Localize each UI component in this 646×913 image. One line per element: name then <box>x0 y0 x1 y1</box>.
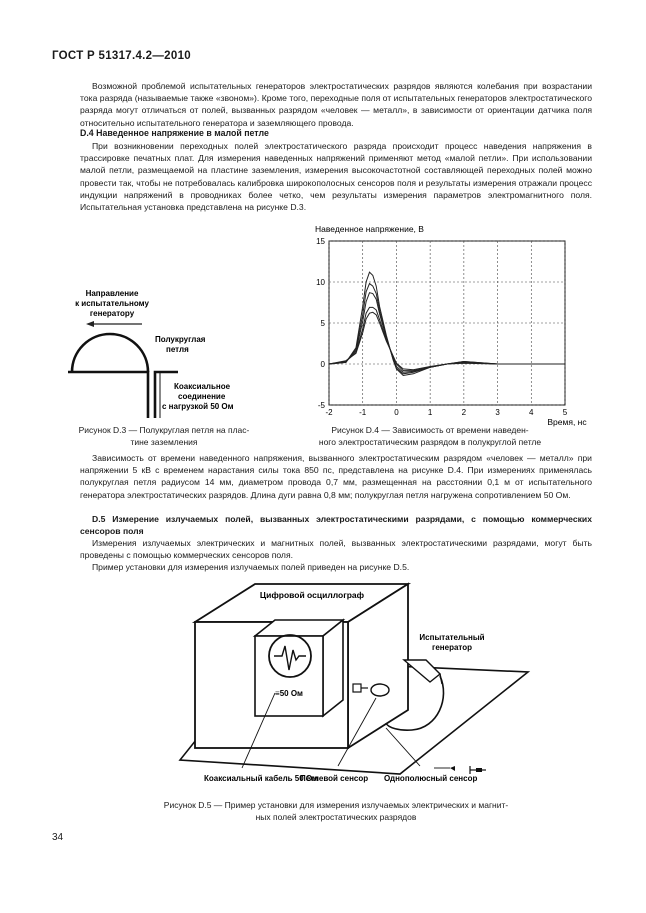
page-number: 34 <box>52 832 64 843</box>
fig4-caption-line-2: ного электростатическим разрядом в полукруглой петле <box>318 436 542 447</box>
figure-d5-caption <box>80 800 592 823</box>
fig3-generator-label-1: Направление <box>85 289 139 298</box>
chart-xlabel: Время, нс <box>547 417 587 427</box>
figure-d5 <box>150 578 540 798</box>
x-tick-label: 2 <box>461 408 467 417</box>
generator-label-1: Испытательный <box>419 633 485 642</box>
heading-d5 <box>80 513 592 537</box>
heading-text: D.5 Измерение излучаемых полей, вызванных электростатическими разрядами, с помощью коммерческих сенсоров поля <box>80 514 592 537</box>
figure-d3 <box>60 282 300 424</box>
y-tick-label: 15 <box>316 237 325 246</box>
fig5-caption-line-1: Рисунок D.5 — Пример установки для измерения излучаемых электрических и магнит- <box>163 800 509 810</box>
probe-connector-icon <box>353 684 361 692</box>
fig3-caption-line-2: тине заземления <box>130 436 198 447</box>
chart-series-line-curve-4 <box>329 307 565 370</box>
x-tick-label: -2 <box>325 408 333 417</box>
loop-sensor-label: Петлевой сенсор <box>300 774 369 783</box>
x-tick-label: -1 <box>359 408 367 417</box>
fig3-generator-label-3: генератору <box>89 309 135 318</box>
y-tick-label: 5 <box>320 319 325 328</box>
paragraph-induced-voltage <box>80 452 592 501</box>
paragraph-text: Измерения излучаемых электрических и магнитных полей, вызванных электростатическими разрядами, могут быть проведены с помощью коммерческих сенсоров поля. <box>80 538 592 561</box>
oscilloscope-label: Цифровой осциллограф <box>259 590 365 600</box>
document-header: ГОСТ Р 51317.4.2—2010 <box>52 50 191 62</box>
x-tick-label: 0 <box>394 408 399 417</box>
fig4-caption-line-1: Рисунок D.4 — Зависимость от времени наведен- <box>331 425 529 435</box>
paragraph-text: Пример установки для измерения излучаемых полей приведен на рисунке D.5. <box>92 562 410 572</box>
arrow-left-icon <box>86 321 142 327</box>
heading-d4: D.4 Наведенное напряжение в малой петле <box>80 128 269 138</box>
x-tick-label: 3 <box>495 408 500 417</box>
fig3-coax-label-3: с нагрузкой 50 Ом <box>162 402 234 411</box>
fig3-caption-line-1: Рисунок D.3 — Полукруглая петля на плас- <box>78 425 250 435</box>
load-50ohm-label: ≡50 Ом <box>275 689 303 698</box>
paragraph-text: Зависимость от времени наведенного напряжения, вызванного электростатическим разрядом «человек — металл» при напряжении 5 кВ с временем нарастания силы тока 850 пс, представлена на рисунке D.4. При измерениях применялась полукруглая петля радиусом 14 мм, диаметром провода 0,7 мм, размещенная на расстоянии 0,1 м от испытательного генератора электростатических разрядов. Длина дуги равна 0,8 мм; полукруглая петля нагружена сопротивлением 50 Ом. <box>80 453 592 500</box>
fig5-caption-line-2: ных полей электростатических разрядов <box>255 811 417 822</box>
y-tick-label: 0 <box>320 360 325 369</box>
coax-cable-label: Коаксиальный кабель 50 Ом <box>204 774 319 783</box>
screen-cube <box>255 620 343 716</box>
paragraph-commercial-sensors <box>80 537 592 561</box>
y-tick-label: 10 <box>316 278 325 287</box>
y-tick-label: -5 <box>317 401 325 410</box>
paragraph-text: Возможной проблемой испытательных генераторов электростатических разрядов являются колебания при возрастании тока разряда (называемые также «звоном»). Кроме того, переходные поля от испытательных генераторов электростатического разряда могут отличаться от полей, вызванных разрядом «человек — металл», в зависимости от ориентации датчика поля относительно испытательного генератора и заземляющего провода. <box>80 81 592 128</box>
paragraph-setup-example <box>80 561 592 573</box>
figure-d3-caption <box>64 425 264 448</box>
x-tick-label: 5 <box>562 408 568 417</box>
chart-title: Наведенное напряжение, В <box>315 224 424 234</box>
fig3-generator-label-2: к испытательному <box>75 299 149 308</box>
paragraph-ringing <box>80 80 592 129</box>
figure-d4-chart <box>305 220 595 430</box>
monopole-label: Однополюсный сенсор <box>384 774 478 783</box>
x-tick-label: 1 <box>427 408 433 417</box>
monopole-sensor-icon <box>470 766 486 774</box>
figure-d4-caption <box>265 425 595 448</box>
fig3-coax-label-1: Коаксиальное <box>174 382 231 391</box>
fig3-coax-label-2: соединение <box>178 392 226 401</box>
x-tick-label: 4 <box>529 408 534 417</box>
fig3-loop-label-2: петля <box>166 345 189 354</box>
paragraph-text: При возникновении переходных полей электростатического разряда происходит процесс наведения напряжения в трассировке печатных плат. Для измерения наведенных напряжений применяют метод «малой петли». При использовании малой петли, размещаемой на пластине заземления, измерения высокочастотной составляющей переходных полей можно провести так, чтобы не потребовалась калибровка широкополосных сенсоров поля и результаты измерения отражали процесс индукции напряжений в проводниках более четко, чем результаты измерения параметров электромагнитного поля. Испытательная установка представлена на рисунке D.3. <box>80 141 592 213</box>
generator-label-2: генератор <box>432 643 472 652</box>
fig3-loop-label-1: Полукруглая <box>155 335 206 344</box>
paragraph-small-loop <box>80 140 592 213</box>
